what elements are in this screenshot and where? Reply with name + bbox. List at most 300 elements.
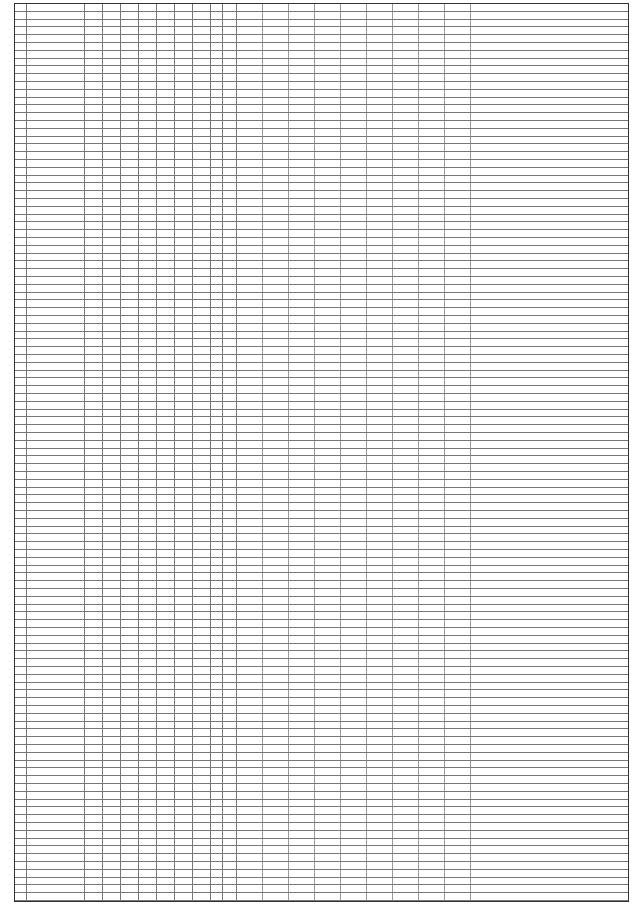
table-cell: [157, 121, 175, 128]
table-cell: [27, 449, 85, 456]
table-row: [15, 207, 628, 215]
table-cell-empty: [419, 519, 445, 526]
table-cell: [85, 261, 103, 268]
table-cell: [175, 129, 193, 136]
table-cell: [157, 807, 175, 814]
table-cell-empty: [263, 59, 289, 66]
table-cell: [15, 464, 27, 471]
table-cell: [157, 35, 175, 42]
table-cell-empty: [419, 27, 445, 34]
table-cell-empty: [367, 456, 393, 463]
table-cell-empty: [237, 207, 263, 214]
table-cell: [157, 776, 175, 783]
table-cell: [121, 441, 139, 448]
table-cell: [103, 12, 121, 19]
table-cell-empty: [419, 59, 445, 66]
table-cell-empty: [341, 433, 367, 440]
table-cell: [85, 846, 103, 853]
table-cell: [15, 823, 27, 830]
table-cell: [157, 495, 175, 502]
table-cell-empty: [315, 761, 341, 768]
table-cell-empty: [445, 878, 471, 885]
table-cell-empty: [263, 261, 289, 268]
table-cell-empty: [341, 35, 367, 42]
table-cell: [223, 698, 237, 705]
table-cell: [223, 261, 237, 268]
table-cell: [211, 456, 223, 463]
table-cell-empty: [367, 675, 393, 682]
table-cell-empty: [289, 534, 315, 541]
table-cell: [223, 839, 237, 846]
table-cell: [211, 144, 223, 151]
table-cell: [103, 51, 121, 58]
table-row: [15, 51, 628, 59]
table-cell: [211, 113, 223, 120]
table-cell-empty: [263, 566, 289, 573]
table-cell: [157, 745, 175, 752]
table-row: [15, 862, 628, 870]
table-cell: [15, 90, 27, 97]
table-cell: [139, 82, 157, 89]
table-row: [15, 417, 628, 425]
table-cell-empty: [393, 527, 419, 534]
table-cell: [121, 230, 139, 237]
table-cell-empty: [367, 121, 393, 128]
table-cell: [175, 878, 193, 885]
table-cell: [193, 870, 211, 877]
table-cell-empty: [263, 558, 289, 565]
table-row: [15, 456, 628, 464]
table-cell-empty: [367, 737, 393, 744]
table-cell-empty: [419, 105, 445, 112]
table-cell: [193, 753, 211, 760]
table-cell: [27, 215, 85, 222]
table-cell: [15, 254, 27, 261]
table-cell: [175, 690, 193, 697]
table-cell: [211, 339, 223, 346]
table-cell: [27, 628, 85, 635]
table-cell: [211, 597, 223, 604]
table-cell-empty: [393, 261, 419, 268]
table-cell-empty: [263, 332, 289, 339]
table-cell-empty: [393, 511, 419, 518]
table-cell-empty: [419, 43, 445, 50]
table-cell: [121, 776, 139, 783]
table-cell-empty: [237, 690, 263, 697]
table-cell: [139, 113, 157, 120]
table-cell: [139, 472, 157, 479]
table-cell-empty: [341, 464, 367, 471]
table-cell-empty: [263, 363, 289, 370]
table-cell-empty: [393, 807, 419, 814]
table-cell: [15, 534, 27, 541]
table-cell-empty: [263, 43, 289, 50]
table-cell: [211, 581, 223, 588]
table-cell: [121, 66, 139, 73]
table-cell-empty: [289, 59, 315, 66]
table-cell-empty: [237, 98, 263, 105]
table-cell-empty: [341, 651, 367, 658]
table-cell: [193, 90, 211, 97]
table-cell-empty: [341, 417, 367, 424]
table-cell-empty: [289, 20, 315, 27]
table-cell-empty: [445, 113, 471, 120]
table-cell-empty: [263, 675, 289, 682]
table-cell-empty: [289, 355, 315, 362]
table-cell-empty: [341, 527, 367, 534]
table-cell: [157, 612, 175, 619]
table-cell: [121, 823, 139, 830]
table-cell-empty: [419, 605, 445, 612]
table-row: [15, 74, 628, 82]
table-cell: [211, 885, 223, 892]
table-cell: [103, 503, 121, 510]
table-cell-empty: [445, 98, 471, 105]
table-cell: [157, 402, 175, 409]
table-cell: [223, 761, 237, 768]
table-cell: [175, 386, 193, 393]
table-cell-empty: [341, 456, 367, 463]
table-cell: [85, 300, 103, 307]
table-cell: [211, 324, 223, 331]
table-cell: [175, 542, 193, 549]
table-cell: [85, 815, 103, 822]
table-cell: [15, 581, 27, 588]
table-cell-empty: [289, 495, 315, 502]
table-cell-empty: [315, 831, 341, 838]
table-cell-empty: [237, 558, 263, 565]
table-cell: [211, 862, 223, 869]
table-cell: [211, 347, 223, 354]
table-cell-empty: [289, 402, 315, 409]
table-cell: [175, 254, 193, 261]
table-cell-empty: [315, 644, 341, 651]
table-cell-empty: [341, 20, 367, 27]
table-cell: [193, 519, 211, 526]
table-cell-empty: [263, 191, 289, 198]
table-cell: [27, 839, 85, 846]
table-cell-empty: [341, 293, 367, 300]
table-cell: [211, 753, 223, 760]
table-cell: [223, 59, 237, 66]
table-cell: [175, 222, 193, 229]
table-cell: [139, 628, 157, 635]
table-cell: [175, 191, 193, 198]
table-cell-empty: [419, 74, 445, 81]
table-cell-empty: [263, 893, 289, 900]
table-cell: [15, 885, 27, 892]
table-cell: [103, 410, 121, 417]
table-cell: [211, 176, 223, 183]
table-cell-empty: [341, 597, 367, 604]
table-cell-empty: [315, 722, 341, 729]
table-cell-empty: [341, 238, 367, 245]
table-cell: [223, 285, 237, 292]
table-cell: [223, 254, 237, 261]
table-cell: [193, 761, 211, 768]
table-cell-empty: [315, 441, 341, 448]
table-cell-empty: [341, 121, 367, 128]
table-cell-empty: [341, 27, 367, 34]
table-cell: [121, 620, 139, 627]
table-cell-empty: [367, 449, 393, 456]
table-cell: [15, 43, 27, 50]
table-cell: [175, 495, 193, 502]
table-cell-empty: [263, 581, 289, 588]
table-cell: [157, 59, 175, 66]
table-cell: [223, 870, 237, 877]
table-cell-empty: [393, 542, 419, 549]
table-cell: [175, 168, 193, 175]
table-cell: [193, 893, 211, 900]
table-cell-empty: [341, 839, 367, 846]
table-cell: [27, 527, 85, 534]
table-cell-empty: [263, 316, 289, 323]
table-cell: [27, 612, 85, 619]
table-cell-empty: [237, 753, 263, 760]
table-cell-empty: [393, 846, 419, 853]
table-cell: [27, 82, 85, 89]
table-cell-empty: [289, 371, 315, 378]
table-cell-empty: [367, 152, 393, 159]
table-cell-empty: [393, 363, 419, 370]
table-cell-empty: [445, 807, 471, 814]
table-cell-empty: [289, 215, 315, 222]
table-cell: [27, 776, 85, 783]
table-cell-empty: [289, 831, 315, 838]
table-row: [15, 27, 628, 35]
table-cell: [193, 581, 211, 588]
table-cell-empty: [237, 27, 263, 34]
table-cell-empty: [289, 683, 315, 690]
table-cell: [193, 597, 211, 604]
table-cell: [223, 425, 237, 432]
table-cell: [157, 675, 175, 682]
table-cell: [27, 698, 85, 705]
table-cell: [139, 784, 157, 791]
table-cell: [121, 410, 139, 417]
table-cell-empty: [341, 4, 367, 11]
table-cell: [103, 129, 121, 136]
table-cell-empty: [237, 597, 263, 604]
table-cell: [223, 823, 237, 830]
table-row: [15, 620, 628, 628]
table-cell: [157, 269, 175, 276]
table-cell-empty: [445, 784, 471, 791]
table-cell-empty: [315, 277, 341, 284]
table-row: [15, 176, 628, 184]
table-cell-empty: [419, 425, 445, 432]
table-cell: [121, 144, 139, 151]
table-row: [15, 339, 628, 347]
table-cell: [175, 776, 193, 783]
table-cell: [157, 714, 175, 721]
table-cell: [175, 417, 193, 424]
table-cell-empty: [419, 854, 445, 861]
table-cell-empty: [445, 300, 471, 307]
table-cell: [103, 152, 121, 159]
table-cell-empty: [445, 581, 471, 588]
table-cell-empty: [367, 542, 393, 549]
table-cell: [211, 410, 223, 417]
table-cell-empty: [445, 363, 471, 370]
table-cell: [157, 792, 175, 799]
table-cell: [85, 456, 103, 463]
table-cell: [85, 807, 103, 814]
table-cell: [211, 815, 223, 822]
table-cell-empty: [315, 870, 341, 877]
table-cell: [157, 168, 175, 175]
table-cell: [211, 222, 223, 229]
table-cell-empty: [263, 807, 289, 814]
table-cell: [103, 183, 121, 190]
table-cell-empty: [263, 667, 289, 674]
table-cell-empty: [393, 651, 419, 658]
table-cell-empty: [393, 12, 419, 19]
table-cell: [85, 519, 103, 526]
table-cell-empty: [237, 121, 263, 128]
table-cell-empty: [237, 839, 263, 846]
table-cell: [175, 480, 193, 487]
table-cell: [175, 566, 193, 573]
table-cell: [103, 74, 121, 81]
table-cell: [15, 238, 27, 245]
table-cell: [193, 620, 211, 627]
table-cell: [85, 495, 103, 502]
table-cell-empty: [393, 800, 419, 807]
table-cell: [27, 152, 85, 159]
table-cell: [85, 885, 103, 892]
table-cell: [15, 316, 27, 323]
table-cell: [193, 839, 211, 846]
table-cell-empty: [367, 308, 393, 315]
table-cell: [175, 410, 193, 417]
table-cell-empty: [289, 152, 315, 159]
table-cell: [139, 503, 157, 510]
table-cell: [193, 27, 211, 34]
table-cell-empty: [393, 644, 419, 651]
table-cell-empty: [289, 784, 315, 791]
table-cell-empty: [341, 768, 367, 775]
table-cell-empty: [341, 784, 367, 791]
table-cell: [27, 753, 85, 760]
table-cell: [211, 43, 223, 50]
table-cell: [85, 683, 103, 690]
table-cell: [15, 542, 27, 549]
table-cell: [139, 511, 157, 518]
table-cell: [157, 129, 175, 136]
table-cell: [193, 98, 211, 105]
table-cell: [15, 815, 27, 822]
table-cell: [211, 651, 223, 658]
table-cell-empty: [237, 768, 263, 775]
table-cell: [223, 199, 237, 206]
table-cell-empty: [315, 768, 341, 775]
table-cell-empty: [367, 566, 393, 573]
table-cell: [211, 74, 223, 81]
table-cell-empty: [445, 82, 471, 89]
table-cell-empty: [419, 269, 445, 276]
table-cell: [27, 784, 85, 791]
table-cell: [27, 792, 85, 799]
table-cell: [15, 831, 27, 838]
table-cell: [103, 519, 121, 526]
table-cell: [139, 488, 157, 495]
table-cell-empty: [367, 59, 393, 66]
table-cell-empty: [419, 737, 445, 744]
table-cell: [223, 300, 237, 307]
table-cell-empty: [341, 129, 367, 136]
table-cell-empty: [419, 90, 445, 97]
table-cell-empty: [367, 776, 393, 783]
table-cell: [223, 230, 237, 237]
table-cell: [27, 176, 85, 183]
table-cell: [175, 51, 193, 58]
table-cell-empty: [289, 566, 315, 573]
table-cell: [193, 511, 211, 518]
table-cell: [157, 456, 175, 463]
table-cell: [85, 113, 103, 120]
table-cell: [15, 98, 27, 105]
table-cell-empty: [289, 332, 315, 339]
table-cell-empty: [445, 20, 471, 27]
table-cell-empty: [315, 885, 341, 892]
table-cell-empty: [289, 464, 315, 471]
table-cell: [157, 784, 175, 791]
table-cell: [103, 534, 121, 541]
table-cell-empty: [237, 324, 263, 331]
table-cell: [223, 722, 237, 729]
table-cell: [15, 612, 27, 619]
table-cell-empty: [419, 168, 445, 175]
table-cell: [175, 176, 193, 183]
table-cell: [175, 839, 193, 846]
table-cell: [211, 402, 223, 409]
table-cell-empty: [419, 35, 445, 42]
table-cell: [85, 831, 103, 838]
table-cell: [27, 854, 85, 861]
table-cell: [157, 839, 175, 846]
table-cell: [193, 776, 211, 783]
table-cell: [193, 113, 211, 120]
table-cell: [211, 612, 223, 619]
table-cell: [121, 238, 139, 245]
table-cell-empty: [341, 371, 367, 378]
table-cell-empty: [341, 82, 367, 89]
table-cell-empty: [393, 347, 419, 354]
table-cell: [193, 784, 211, 791]
table-cell-empty: [393, 230, 419, 237]
table-cell: [27, 402, 85, 409]
table-cell-empty: [315, 488, 341, 495]
table-cell-empty: [419, 402, 445, 409]
table-cell: [193, 433, 211, 440]
table-cell: [175, 363, 193, 370]
table-cell-empty: [263, 449, 289, 456]
table-cell: [103, 20, 121, 27]
table-cell: [157, 558, 175, 565]
table-cell: [175, 277, 193, 284]
table-cell-empty: [237, 230, 263, 237]
table-cell-empty: [289, 675, 315, 682]
table-cell: [223, 433, 237, 440]
table-cell-empty: [341, 659, 367, 666]
table-cell-empty: [419, 534, 445, 541]
table-cell: [175, 215, 193, 222]
table-cell-empty: [393, 675, 419, 682]
table-cell: [175, 511, 193, 518]
table-cell: [193, 43, 211, 50]
